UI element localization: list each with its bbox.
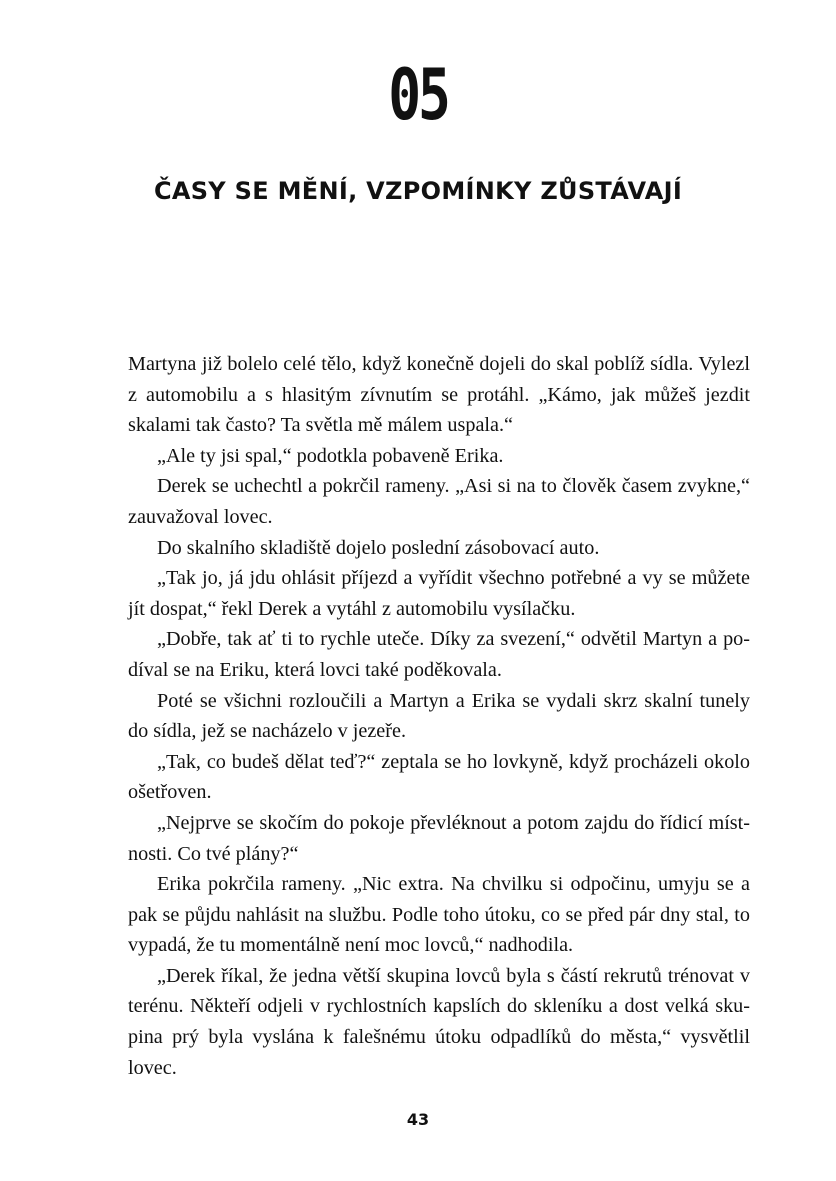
paragraph: Do skalního skladiště dojelo poslední zásobovací auto. xyxy=(157,536,600,559)
chapter-body xyxy=(128,349,750,1083)
paragraph: „Tak jo, já jdu ohlásit příjezd a vyřídit všechno potřebné a vy se můžete jít dospat,“ řekl Derek a vytáhl z automobilu vysílačku. xyxy=(128,567,750,620)
paragraph: Martyna již bolelo celé tělo, když konečně dojeli do skal poblíž sídla. Vylezl z automobilu a s hlasitým zívnutím se protáhl. „Kámo, jak můžeš jezdit skalami tak často? Ta světla mě málem uspala.“ xyxy=(128,353,750,437)
paragraph: „Dobře, tak ať ti to rychle uteče. Díky za svezení,“ odvětil Martyn a podíval se na Eriku, která lovci také poděkovala. xyxy=(128,628,750,681)
page-number: 43 xyxy=(406,1110,430,1129)
paragraph: „Ale ty jsi spal,“ podotkla pobaveně Erika. xyxy=(157,444,504,467)
paragraph: „Nejprve se skočím do pokoje převléknout a potom zajdu do řídicí místnosti. Co tvé plány?“ xyxy=(128,811,750,865)
paragraph: Erika pokrčila rameny. „Nic extra. Na chvilku si odpočinu, umyju se a pak se půjdu nahlásit na službu. Podle toho útoku, co se před pár dny stal, to vypadá, že tu momentálně není moc lovců,“ nadhodila. xyxy=(128,873,750,957)
paragraph: Derek se uchechtl a pokrčil rameny. „Asi si na to člověk časem zvykne,“ zauvažoval lovec. xyxy=(128,475,750,528)
paragraph: „Tak, co budeš dělat teď?“ zeptala se ho lovkyně, když procházeli okolo ošetřoven. xyxy=(128,750,750,804)
chapter-number: 05 xyxy=(388,54,448,136)
chapter-title: ČASY SE MĚNÍ, VZPOMÍNKY ZŮSTÁVAJÍ xyxy=(153,177,683,205)
paragraph: Poté se všichni rozloučili a Martyn a Erika se vydali skrz skalní tunely do sídla, jež se nacházelo v jezeře. xyxy=(128,689,750,743)
paragraph: „Derek říkal, že jedna větší skupina lovců byla s částí rekrutů trénovat v terénu. Někteří odjeli v rychlostních kapslích do skleníku a dost velká skupina prý byla vyslána k falešnému útoku odpadlíků do města,“ vysvětlil lovec. xyxy=(128,964,750,1079)
